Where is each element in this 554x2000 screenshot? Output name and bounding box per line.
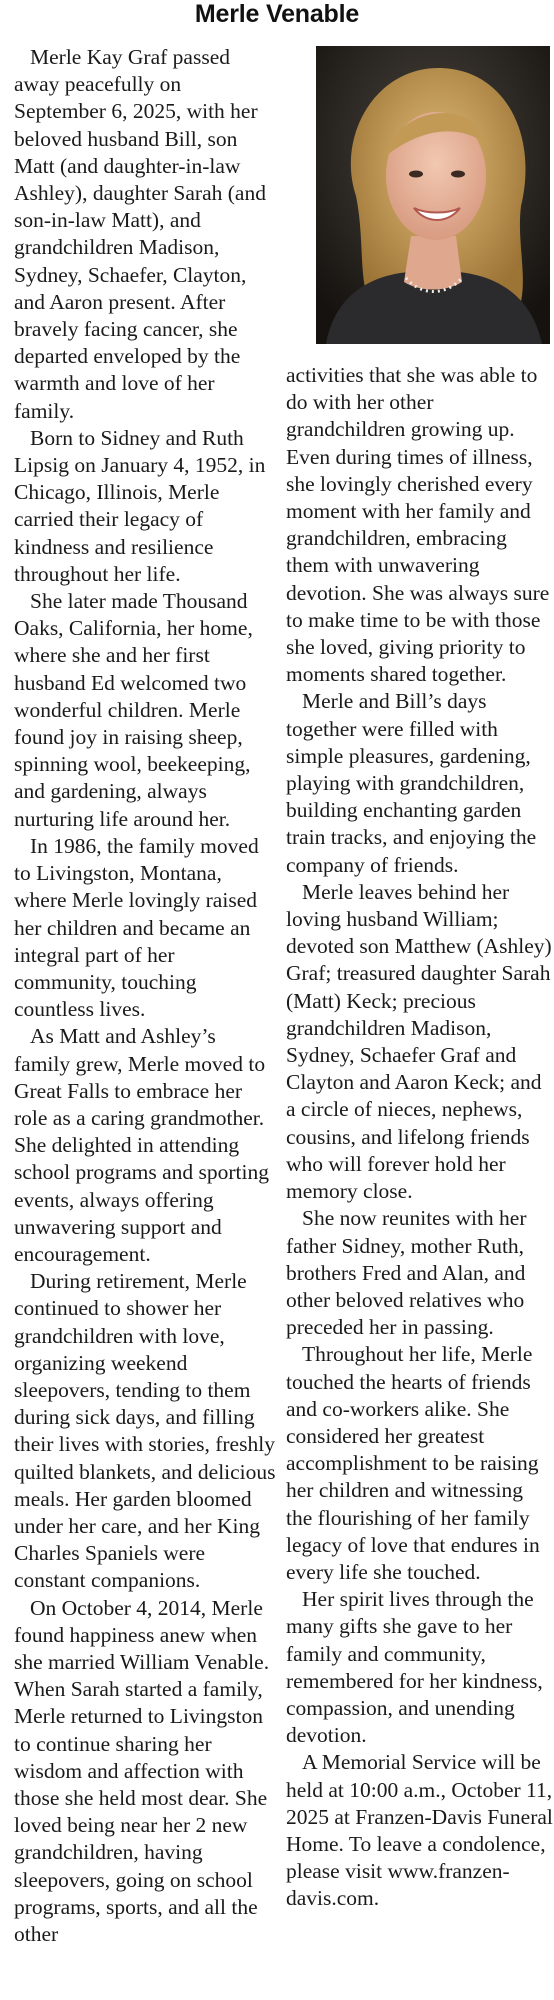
paragraph: In 1986, the family moved to Livingston, Montana, where Merle lovingly raised her children and became an integral part of her community, touching countless lives. <box>14 833 259 1022</box>
paragraph: Merle Kay Graf passed away peacefully on September 6, 2025, with her beloved husband Bill, son Matt (and daughter-in-law Ashley), daughter Sarah (and son-in-law Matt), and grandchildren Madison, Sydney, Schaefer, Clayton, and Aaron present. After bravely facing cancer, she departed enveloped by the warmth and love of her family. <box>14 45 266 423</box>
paragraph: Merle leaves behind her loving husband William; devoted son Matthew (Ashley) Graf; treasured daughter Sarah (Matt) Keck; precious grandchildren Madison, Sydney, Schaefer Graf and Clayton and Aaron Keck; and a circle of nieces, nephews, cousins, and lifelong friends who will forever hold her memory close. <box>286 879 552 1204</box>
paragraph: Merle and Bill’s days together were filled with simple pleasures, gardening, playing with grandchildren, building enchanting garden train tracks, and enjoying the company of friends. <box>286 689 537 877</box>
paragraph: During retirement, Merle continued to shower her grandchildren with love, organizing weekend sleepovers, tending to them during sick days, and filling their lives with stories, freshly quilted blankets, and delicious meals. Her garden bloomed under her care, and her King Charles Spaniels were constant companions. <box>14 1269 276 1593</box>
paragraph: Her spirit lives through the many gifts she gave to her family and community, remembered for her kindness, compassion, and unending devotion. <box>286 1587 543 1748</box>
paragraph: She later made Thousand Oaks, California, her home, where she and her first husband Ed welcomed two wonderful children. Merle found joy in raising sheep, spinning wool, beekeeping, and gardening, always nurturing life around her. <box>14 589 253 831</box>
paragraph: A Memorial Service will be held at 10:00 a.m., October 11, 2025 at Franzen-Davis Funeral Home. To leave a condolence, please visit www.franzen-davis.com. <box>286 1750 553 1911</box>
left-column <box>14 44 276 1948</box>
paragraph: As Matt and Ashley’s family grew, Merle moved to Great Falls to embrace her role as a caring grandmother. She delighted in attending school programs and sporting events, always offering unwavering support and encouragement. <box>14 1024 269 1266</box>
paragraph: She now reunites with her father Sidney, mother Ruth, brothers Fred and Alan, and other beloved relatives who preceded her in passing. <box>286 1206 527 1340</box>
portrait-illustration <box>316 46 550 344</box>
neck-shape <box>404 236 462 290</box>
paragraph: Born to Sidney and Ruth Lipsig on January 4, 1952, in Chicago, Illinois, Merle carried their legacy of kindness and resilience throughout her life. <box>14 425 266 586</box>
page-title: Merle Venable <box>194 0 360 28</box>
left-eye <box>409 171 423 178</box>
paragraph: On October 4, 2014, Merle found happiness anew when she married William Venable. When Sarah started a family, Merle returned to Livingston to continue sharing her wisdom and affection with those she held most dear. She loved being near her 2 new grandchildren, having sleepovers, going on school programs, sports, and all the other <box>14 1595 270 1947</box>
right-column <box>286 362 554 1913</box>
paragraph-continuation: activities that she was able to do with her other grandchildren growing up. Even during times of illness, she lovingly cherished every moment with her family and grandchildren, embracing them with unwavering devotion. She was always sure to make time to be with those she loved, giving priority to moments shared together. <box>286 363 550 687</box>
portrait-photo <box>316 46 550 344</box>
right-eye <box>451 171 465 178</box>
paragraph: Throughout her life, Merle touched the hearts of friends and co-workers alike. She considered her greatest accomplishment to be raising her children and witnessing the flourishing of her family legacy of love that endures in every life she touched. <box>286 1342 540 1584</box>
